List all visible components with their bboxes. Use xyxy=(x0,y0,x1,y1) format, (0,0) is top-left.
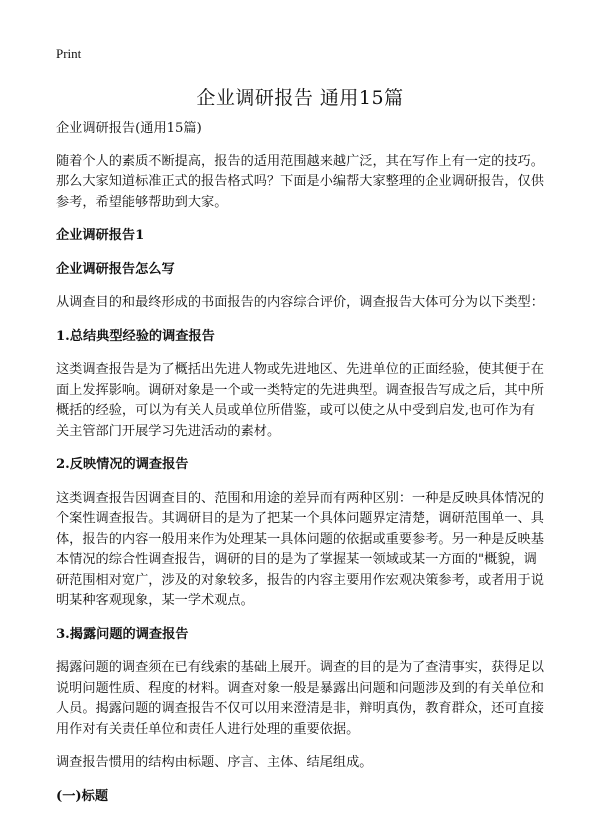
document-body xyxy=(56,119,544,820)
section1-heading: 企业调研报告1 xyxy=(56,228,145,243)
type1-heading: 1.总结典型经验的调查报告 xyxy=(56,328,215,344)
section1-intro: 从调查目的和最终形成的书面报告的内容综合评价，调查报告大体可分为以下类型： xyxy=(56,295,544,310)
type3-heading: 3.揭露问题的调查报告 xyxy=(56,626,189,642)
type2-heading: 2.反映情况的调查报告 xyxy=(56,457,189,472)
part1-heading: (一)标题 xyxy=(56,788,109,804)
type3-paragraph: 揭露问题的调查须在已有线索的基础上展开。调查的目的是为了查清事实，获得足以说明问题性质、程度的材料。调查对象一般是暴露出问题和问题涉及到的有关单位和人员。揭露问题的调查报告不仅可以用来澄清是非，辩明真伪，教育群众，还可直接用作对有关责任单位和责任人进行处理的重要依据。 xyxy=(56,660,544,737)
section1-subheading: 企业调研报告怎么写 xyxy=(56,261,175,277)
page-title: 企业调研报告 通用15篇 xyxy=(196,87,404,109)
type2-paragraph: 这类调查报告因调查目的、范围和用途的差异而有两种区别：一种是反映具体情况的个案性调查报告。其调研目的是为了把某一个具体问题界定清楚，调研范围单一、具体，报告的内容一般用来作为处理某一具体问题的依据或重要参考。另一种是反映基本情况的综合性调查报告，调研的目的是为了掌握某一领域或某一方面的"概貌，调研范围相对宽广，涉及的对象较多，报告的内容主要用作宏观决策参考，或者用于说明某种客观现象，某一学术观点。 xyxy=(56,490,544,608)
intro-paragraph: 随着个人的素质不断提高，报告的适用范围越来越广泛，其在写作上有一定的技巧。那么大家知道标准正式的报告格式吗？下面是小编帮大家整理的企业调研报告，仅供参考，希望能够帮助到大家。 xyxy=(56,153,544,210)
type1-paragraph: 这类调查报告是为了概括出先进人物或先进地区、先进单位的正面经验，使其便于在面上发挥影响。调研对象是一个或一类特定的先进典型。调查报告写成之后，其中所概括的经验，可以为有关人员或单位所借鉴，或可以使之从中受到启发,也可作为有关主管部门开展学习先进活动的素材。 xyxy=(56,362,544,439)
structure-paragraph: 调查报告惯用的结构由标题、序言、主体、结尾组成。 xyxy=(56,755,373,770)
print-link[interactable]: Print xyxy=(56,46,82,61)
document-subtitle: 企业调研报告(通用15篇) xyxy=(56,121,202,136)
